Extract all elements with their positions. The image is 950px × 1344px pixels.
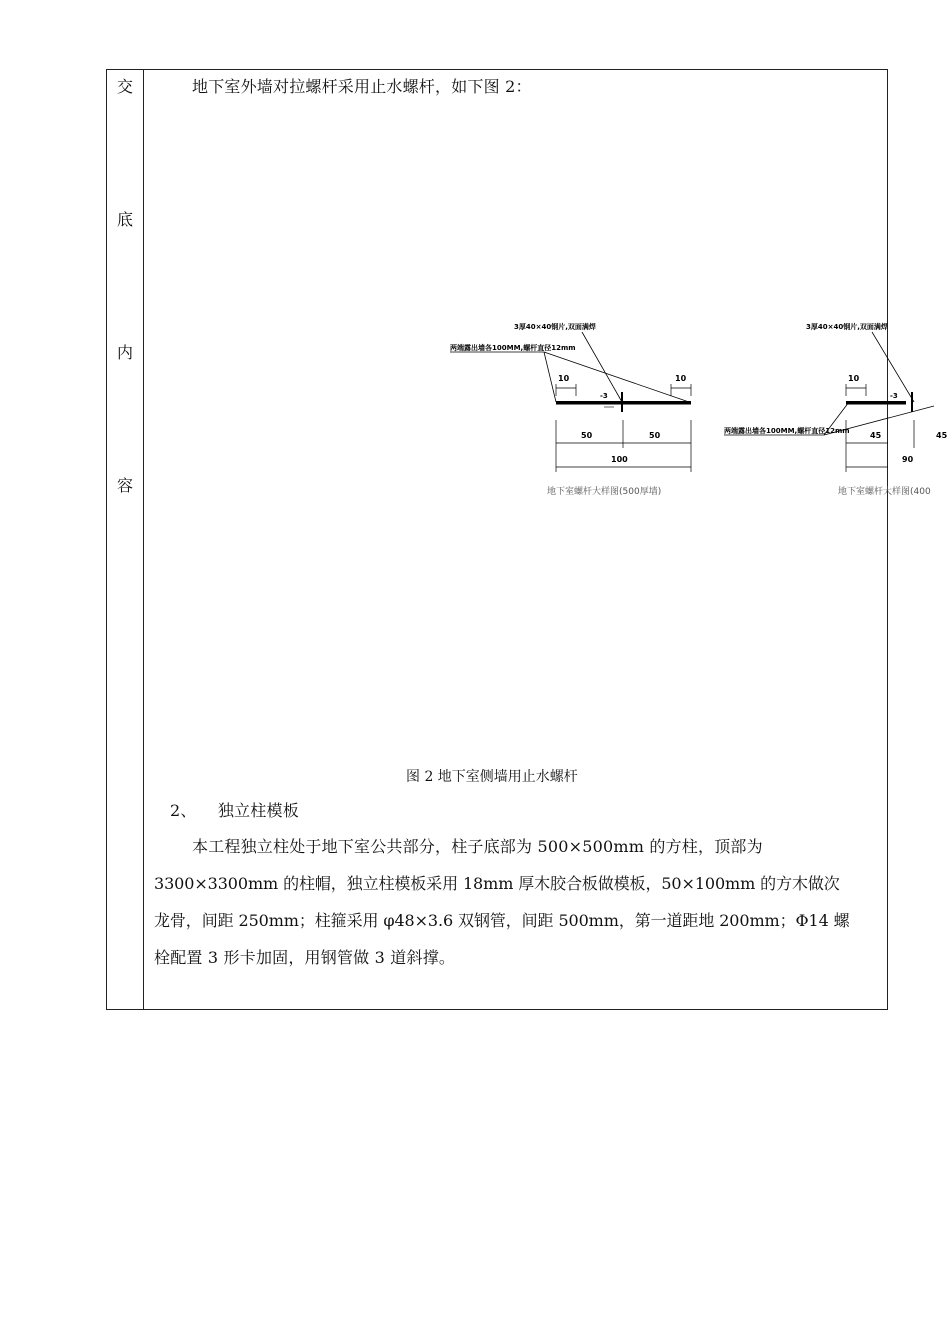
dim-half-left-500: 50 [581, 431, 593, 440]
dim-top-right-500: 10 [675, 374, 687, 383]
caption-400: 地下室螺杆大样图(400 [838, 487, 931, 497]
note-top-right: 3厚40×40钢片,双面满焊 [806, 323, 888, 331]
body-line: 龙骨，间距 250mm；柱箍采用 φ48×3.6 双钢管，间距 500mm，第一道距地 200mm；Φ14 螺 [154, 911, 850, 930]
body-line: 栓配置 3 形卡加固，用钢管做 3 道斜撑。 [154, 948, 456, 967]
dim-total-500: 100 [611, 455, 628, 464]
dim-total-400: 90 [902, 455, 914, 464]
side-label-char: 容 [116, 476, 133, 495]
svg-text:-3: -3 [890, 392, 898, 400]
svg-text:-3: -3 [600, 392, 608, 400]
body-line: 本工程独立柱处于地下室公共部分，柱子底部为 500×500mm 的方柱，顶部为 [192, 837, 763, 856]
side-label-char: 交 [116, 77, 133, 96]
bolt-figure [144, 310, 948, 510]
figure-caption: 图 2 地下室侧墙用止水螺杆 [406, 769, 578, 785]
section-number: 2、 [170, 801, 197, 820]
side-label-char: 底 [116, 210, 133, 229]
bolt-detail-500 [450, 322, 691, 497]
dim-half-right-500: 50 [649, 431, 661, 440]
dim-half-right-400: 45 [936, 431, 948, 440]
content-cell [144, 70, 948, 1009]
dim-top-left-500: 10 [558, 374, 570, 383]
section-title: 独立柱模板 [217, 801, 299, 820]
dim-half-left-400: 45 [870, 431, 882, 440]
body-line: 3300×3300mm 的柱帽，独立柱模板采用 18mm 厚木胶合板做模板，50×100mm 的方木做次 [154, 874, 840, 893]
caption-500: 地下室螺杆大样图(500厚墙) [547, 487, 662, 497]
side-label-column [107, 70, 144, 1009]
disclosure-table [106, 69, 948, 1010]
bolt-detail-400 [724, 322, 948, 497]
note-top-left: 3厚40×40钢片,双面满焊 [514, 323, 596, 331]
note-side-right: 两端露出墙各100MM,螺杆直径12mm [724, 427, 850, 435]
side-label-char: 内 [116, 343, 133, 362]
section-heading [170, 798, 299, 821]
intro-line: 地下室外墙对拉螺杆采用止水螺杆，如下图 2： [192, 77, 532, 96]
dim-top-left-400: 10 [848, 374, 860, 383]
note-side-left: 两端露出墙各100MM,螺杆直径12mm [450, 344, 576, 352]
